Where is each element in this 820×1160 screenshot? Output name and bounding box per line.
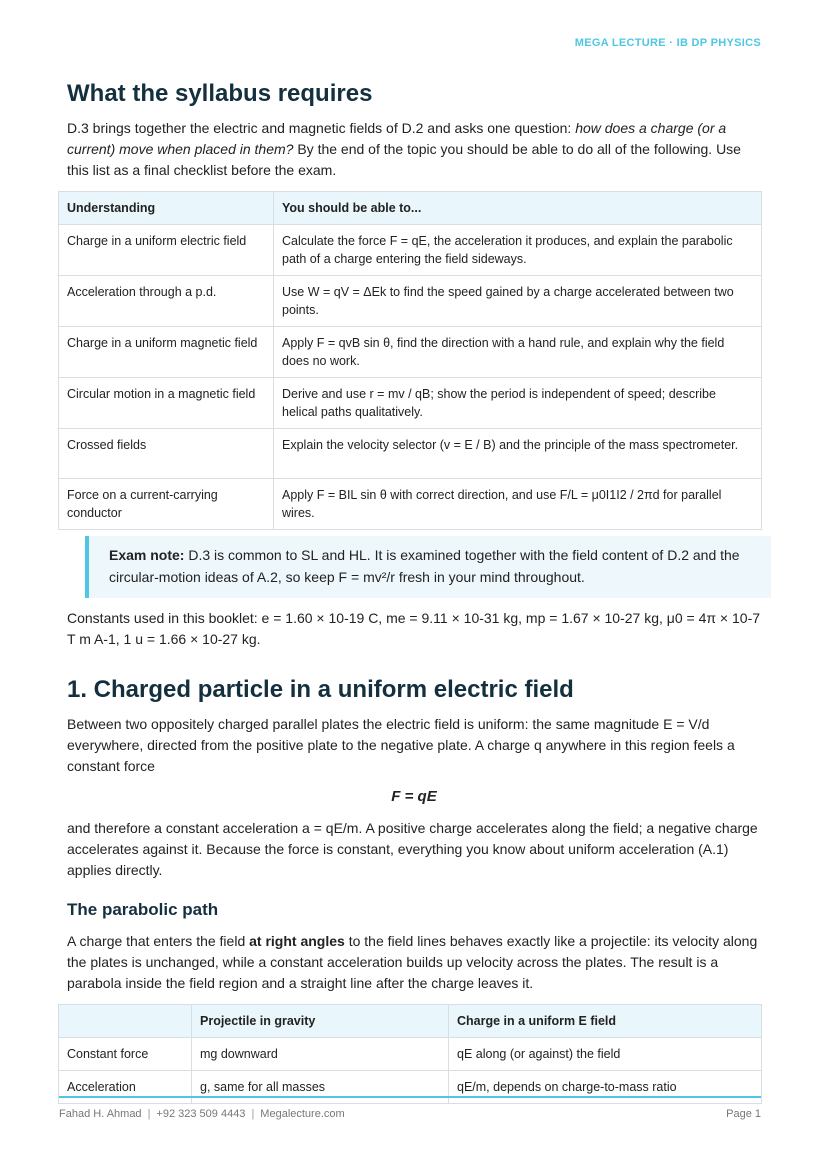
syllabus-intro	[67, 118, 761, 181]
row-gravity: mg downward	[192, 1038, 449, 1071]
row-efield: qE along (or against) the field	[449, 1038, 762, 1071]
row-can-do	[274, 327, 762, 378]
exam-note	[85, 536, 771, 598]
row-understanding: Force on a current-carrying conductor	[59, 479, 274, 530]
table-row	[59, 225, 762, 276]
footer-separator: |	[147, 1108, 151, 1120]
para-start: A charge that enters the field	[67, 933, 250, 949]
row-can-do	[274, 378, 762, 429]
section-1-title: 1. Charged particle in a uniform electric field	[67, 676, 574, 703]
row-understanding: Charge in a uniform magnetic field	[59, 327, 274, 378]
section-1-para-2: and therefore a constant acceleration a = qE/m. A positive charge accelerates along the field; a negative charge accelerates against it. Because the force is constant, everything you know about uniform acceleration (A.1) applies directly.	[67, 820, 758, 878]
comparison-table	[58, 1004, 762, 1104]
table-row	[59, 1071, 762, 1104]
parabolic-path-title: The parabolic path	[67, 900, 219, 919]
table-row	[59, 479, 762, 530]
section-1-para-1: Between two oppositely charged parallel plates the electric field is uniform: the same magnitude E = V/d everywhere, directed from the positive plate to the negative plate. A charge q anywhere in this region feels a constant force	[67, 716, 735, 774]
para-bold: at right angles	[249, 933, 345, 949]
parabolic-path-para	[67, 931, 761, 994]
row-can-do-text: Apply F = BIL sin θ with correct direction, and use F/L = μ0I1I2 / 2πd for parallel wires.	[282, 488, 722, 520]
para-end: to the field lines behaves exactly like a projectile: its velocity along the plates is unchanged, while a constant acceleration builds up velocity across the plates. The result is a parabola inside the field region and a straight line after the charge leaves it.	[67, 933, 758, 991]
force-formula: F = qE	[391, 788, 437, 805]
table-header-row	[59, 192, 762, 225]
exam-note-text: D.3 is common to SL and HL. It is examined together with the field content of D.2 and the circular-motion ideas of A.2, so keep F = mv²/r fresh in your mind throughout.	[109, 547, 740, 585]
footer-rule	[59, 1096, 761, 1098]
row-can-do-text: Derive and use r = mv / qB; show the period is independent of speed; describe helical paths qualitatively.	[282, 387, 716, 419]
row-can-do	[274, 276, 762, 327]
intro-question: how does a charge (or a current) move when placed in them?	[67, 120, 727, 157]
page-number: Page 1	[726, 1108, 761, 1120]
row-label: Acceleration	[59, 1071, 192, 1104]
syllabus-table	[58, 191, 762, 530]
row-can-do	[274, 479, 762, 530]
running-head: MEGA LECTURE · IB DP PHYSICS	[574, 37, 761, 49]
intro-start: D.3 brings together the electric and magnetic fields of D.2 and asks one question:	[67, 120, 576, 136]
row-efield: qE/m, depends on charge-to-mass ratio	[449, 1071, 762, 1104]
row-can-do-text: Calculate the force F = qE, the acceleration it produces, and explain the parabolic path of a charge entering the field sideways.	[282, 234, 733, 266]
footer-separator: |	[251, 1108, 255, 1120]
row-understanding: Crossed fields	[59, 429, 274, 479]
row-can-do-text: Explain the velocity selector (v = E / B) and the principle of the mass spectrometer.	[282, 438, 739, 452]
header-gravity: Projectile in gravity	[192, 1005, 449, 1038]
row-can-do-text: Apply F = qvB sin θ, find the direction with a hand rule, and explain why the field does no work.	[282, 336, 725, 368]
footer-contact	[59, 1108, 345, 1120]
header-understanding: Understanding	[59, 192, 274, 225]
header-efield: Charge in a uniform E field	[449, 1005, 762, 1038]
table-row	[59, 276, 762, 327]
row-understanding: Charge in a uniform electric field	[59, 225, 274, 276]
row-can-do	[274, 429, 762, 479]
header-can-do: You should be able to...	[274, 192, 762, 225]
table-row	[59, 1038, 762, 1071]
syllabus-title: What the syllabus requires	[67, 80, 373, 107]
constants-line: Constants used in this booklet: e = 1.60 × 10-19 C, me = 9.11 × 10-31 kg, mp = 1.67 × 10-27 kg, μ0 = 4π × 10-7 T m A-1, 1 u = 1.66 × 10-27 kg.	[67, 610, 761, 647]
row-can-do-text: Use W = qV = ΔEk to find the speed gained by a charge accelerated between two points.	[282, 285, 734, 317]
table-header-row	[59, 1005, 762, 1038]
footer-site: Megalecture.com	[260, 1108, 345, 1120]
row-can-do	[274, 225, 762, 276]
table-row	[59, 378, 762, 429]
row-label: Constant force	[59, 1038, 192, 1071]
row-understanding: Circular motion in a magnetic field	[59, 378, 274, 429]
table-row	[59, 429, 762, 479]
content	[67, 78, 761, 1104]
table-row	[59, 327, 762, 378]
row-understanding: Acceleration through a p.d.	[59, 276, 274, 327]
exam-note-label: Exam note:	[109, 547, 185, 563]
footer-phone: +92 323 509 4443	[156, 1108, 246, 1120]
row-gravity: g, same for all masses	[192, 1071, 449, 1104]
intro-end: By the end of the topic you should be able to do all of the following. Use this list as a final checklist before the exam.	[67, 141, 741, 178]
footer-author: Fahad H. Ahmad	[59, 1108, 142, 1120]
header-blank	[59, 1005, 192, 1038]
